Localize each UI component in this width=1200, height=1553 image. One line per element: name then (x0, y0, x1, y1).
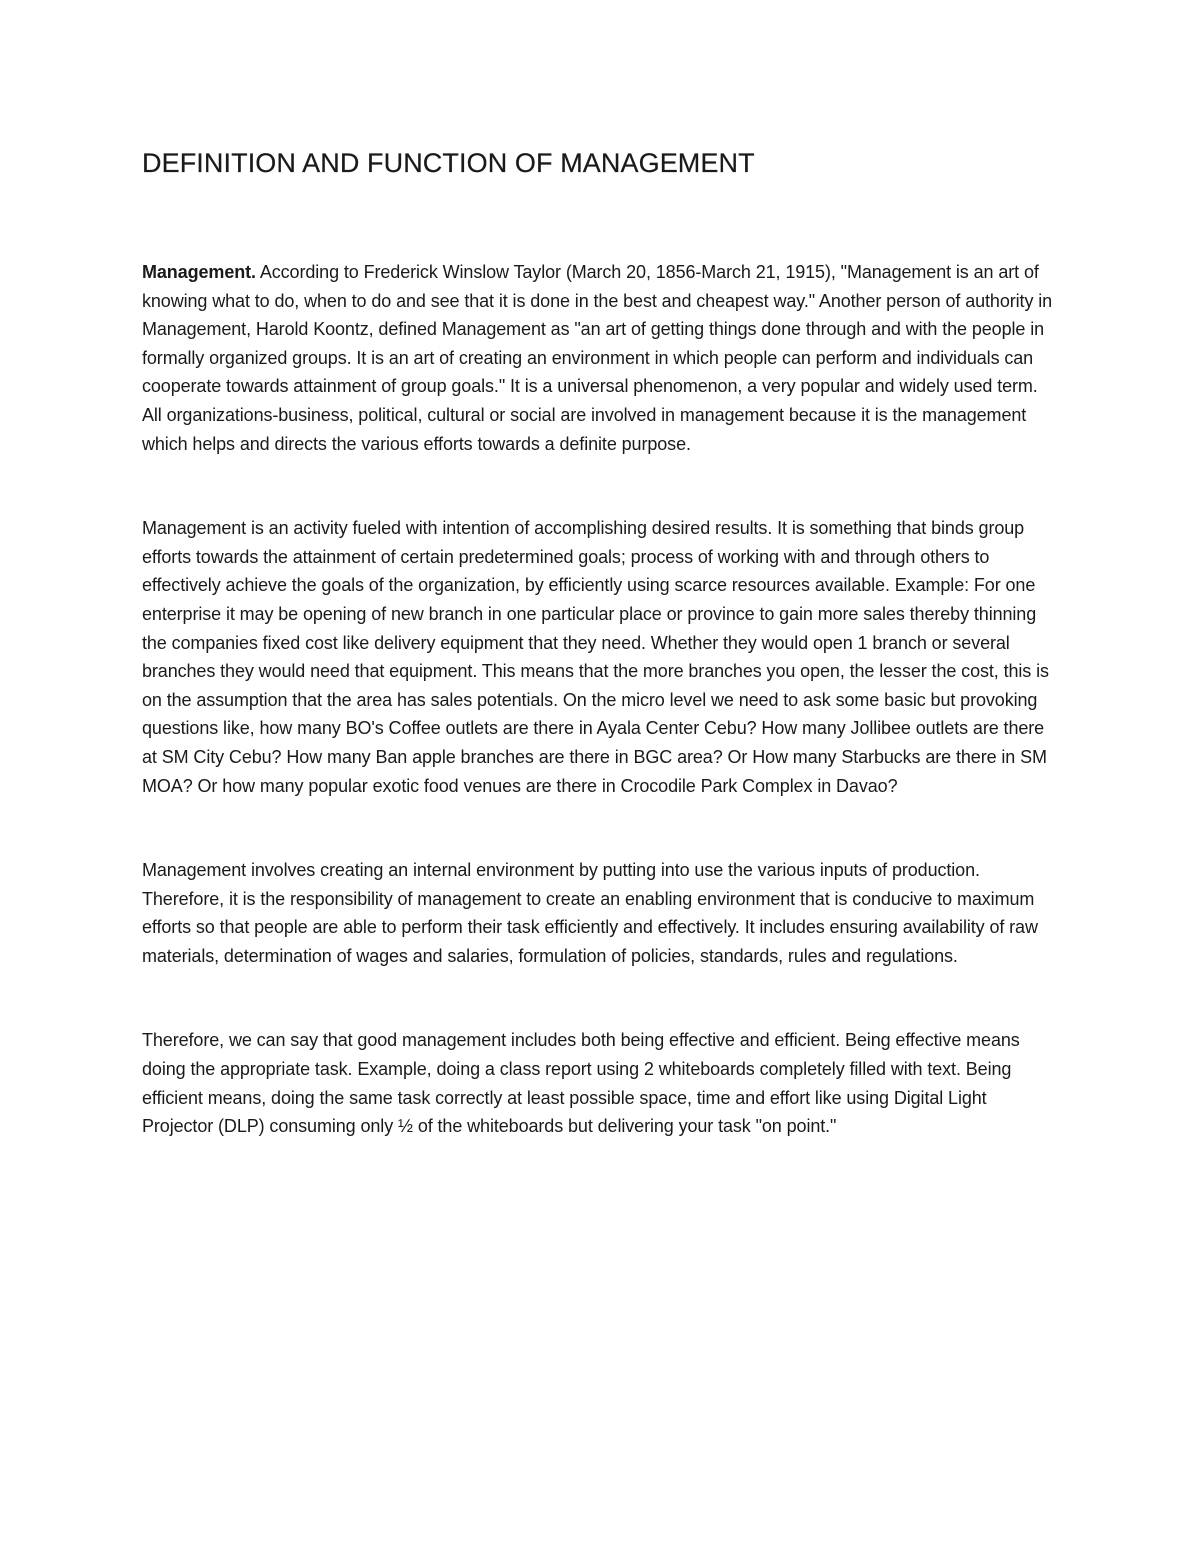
paragraph-text: According to Frederick Winslow Taylor (March 20, 1856-March 21, 1915), "Management is an art of knowing what to do, when to do and see that it is done in the best and cheapest way." Another person of authority in Management, Harold Koontz, defined Management as "an art of getting things done through and with the people in formally organized groups. It is an art of creating an environment in which people can perform and individuals can cooperate towards attainment of group goals." It is a universal phenomenon, a very popular and widely used term. All organizations-business, political, cultural or social are involved in management because it is the management which helps and directs the various efforts towards a definite purpose. (142, 262, 1053, 454)
document-title: DEFINITION AND FUNCTION OF MANAGEMENT (142, 148, 755, 178)
paragraph-management-definition (142, 258, 1054, 458)
paragraph-lead-term: Management. (142, 262, 256, 282)
paragraph-management-activity: Management is an activity fueled with intention of accomplishing desired results. It is something that binds group efforts towards the attainment of certain predetermined goals; process of working with and through others to effectively achieve the goals of the organization, by efficiently using scarce resources available. Example: For one enterprise it may be opening of new branch in one particular place or province to gain more sales thereby thinning the companies fixed cost like delivery equipment that they need. Whether they would open 1 branch or several branches they would need that equipment. This means that the more branches you open, the lesser the cost, this is on the assumption that the area has sales potentials. On the micro level we need to ask some basic but provoking questions like, how many BO's Coffee outlets are there in Ayala Center Cebu? How many Jollibee outlets are there at SM City Cebu? How many Ban apple branches are there in BGC area? Or How many Starbucks are there in SM MOA? Or how many popular exotic food venues are there in Crocodile Park Complex in Davao? (142, 518, 1049, 796)
paragraph-internal-environment: Management involves creating an internal environment by putting into use the various inputs of production. Therefore, it is the responsibility of management to create an enabling environment that is conducive to maximum efforts so that people are able to perform their task efficiently and effectively. It includes ensuring availability of raw materials, determination of wages and salaries, formulation of policies, standards, rules and regulations. (142, 860, 1038, 966)
document-body (142, 140, 1054, 1197)
paragraph-effective-efficient: Therefore, we can say that good management includes both being effective and efficient. Being effective means doing the appropriate task. Example, doing a class report using 2 whiteboards completely filled with text. Being efficient means, doing the same task correctly at least possible space, time and effort like using Digital Light Projector (DLP) consuming only ½ of the whiteboards but delivering your task "on point." (142, 1030, 1020, 1137)
